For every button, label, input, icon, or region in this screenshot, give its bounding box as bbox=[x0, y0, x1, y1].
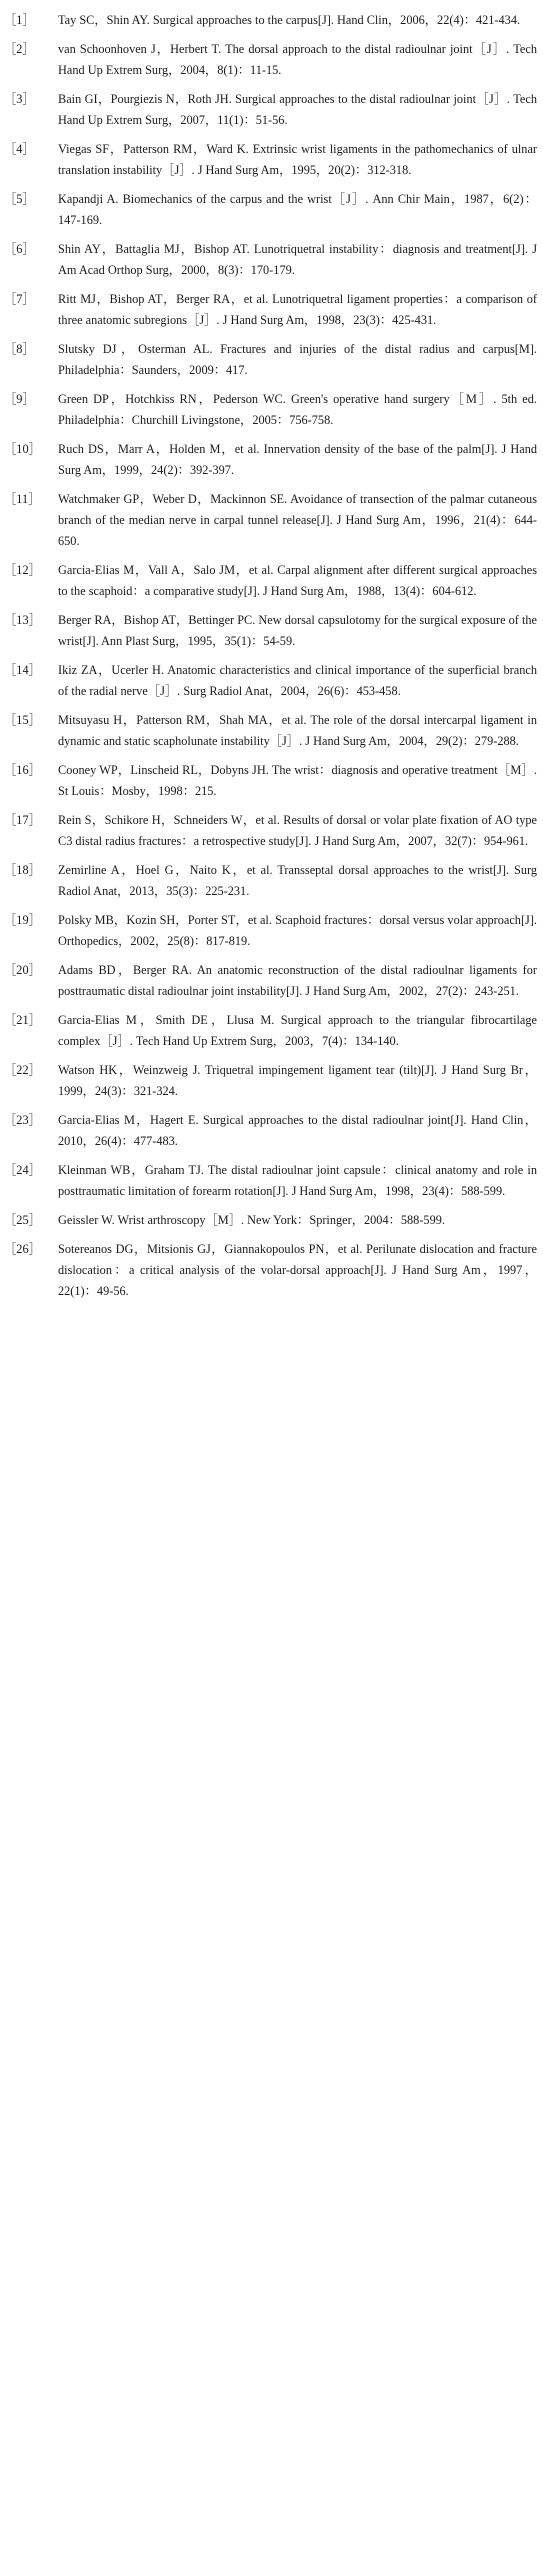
reference-item bbox=[0, 39, 543, 81]
reference-item bbox=[0, 139, 543, 181]
reference-number: ［24］ bbox=[4, 1163, 41, 1177]
reference-number: ［17］ bbox=[4, 813, 41, 827]
reference-text: van Schoonhoven J，Herbert T. The dorsal approach to the distal radioulnar joint［J］. Tech Hand Up Extrem Surg，2004，8(1)：11-15. bbox=[58, 42, 537, 77]
reference-text: Berger RA，Bishop AT，Bettinger PC. New dorsal capsulotomy for the surgical exposure of the wrist[J]. Ann Plast Surg，1995，35(1)：54-59. bbox=[58, 613, 537, 648]
reference-item bbox=[0, 660, 543, 702]
reference-number: ［9］ bbox=[4, 392, 35, 406]
reference-number: ［16］ bbox=[4, 763, 41, 777]
reference-item bbox=[0, 439, 543, 481]
reference-text: Kapandji A. Biomechanics of the carpus and the wrist［J］. Ann Chir Main，1987，6(2)：147-169. bbox=[58, 192, 537, 227]
reference-text: Geissler W. Wrist arthroscopy［M］. New York：Springer，2004：588-599. bbox=[58, 1213, 445, 1227]
reference-text: Cooney WP，Linscheid RL，Dobyns JH. The wrist：diagnosis and operative treatment［M］. St Louis：Mosby，1998：215. bbox=[58, 763, 537, 798]
reference-number: ［6］ bbox=[4, 242, 35, 256]
reference-item bbox=[0, 189, 543, 231]
reference-item bbox=[0, 710, 543, 752]
reference-number: ［12］ bbox=[4, 563, 41, 577]
reference-text: Adams BD，Berger RA. An anatomic reconstruction of the distal radioulnar ligaments for posttraumatic distal radioulnar joint instability[J]. J Hand Surg Am，2002，27(2)：243-251. bbox=[58, 963, 537, 998]
reference-number: ［1］ bbox=[4, 13, 35, 27]
reference-item bbox=[0, 89, 543, 131]
reference-text: Bain GI，Pourgiezis N，Roth JH. Surgical approaches to the distal radioulnar joint［J］. Tech Hand Up Extrem Surg，2007，11(1)：51-56. bbox=[58, 92, 537, 127]
reference-item bbox=[0, 1239, 543, 1302]
reference-number: ［25］ bbox=[4, 1213, 41, 1227]
reference-number: ［26］ bbox=[4, 1242, 41, 1256]
reference-item bbox=[0, 610, 543, 652]
reference-list bbox=[0, 10, 543, 1302]
reference-text: Polsky MB，Kozin SH，Porter ST，et al. Scaphoid fractures：dorsal versus volar approach[J]. Orthopedics，2002，25(8)：817-819. bbox=[58, 913, 537, 948]
reference-number: ［5］ bbox=[4, 192, 35, 206]
reference-text: Shin AY，Battaglia MJ，Bishop AT. Lunotriquetral instability：diagnosis and treatment[J]. J Am Acad Orthop Surg，2000，8(3)：170-179. bbox=[58, 242, 537, 277]
reference-item bbox=[0, 1160, 543, 1202]
reference-number: ［18］ bbox=[4, 863, 41, 877]
reference-number: ［15］ bbox=[4, 713, 41, 727]
reference-item bbox=[0, 810, 543, 852]
reference-text: Kleinman WB，Graham TJ. The distal radioulnar joint capsule：clinical anatomy and role in posttraumatic limitation of forearm rotation[J]. J Hand Surg Am，1998，23(4)：588-599. bbox=[58, 1163, 537, 1198]
reference-item bbox=[0, 560, 543, 602]
reference-item bbox=[0, 289, 543, 331]
reference-item bbox=[0, 1060, 543, 1102]
reference-number: ［11］ bbox=[4, 492, 41, 506]
reference-text: Watson HK，Weinzweig J. Triquetral impingement ligament tear (tilt)[J]. J Hand Surg Br，1999，24(3)：321-324. bbox=[58, 1063, 537, 1098]
reference-text: Tay SC，Shin AY. Surgical approaches to the carpus[J]. Hand Clin，2006，22(4)：421-434. bbox=[58, 13, 521, 27]
reference-number: ［8］ bbox=[4, 342, 35, 356]
reference-number: ［14］ bbox=[4, 663, 41, 677]
reference-number: ［2］ bbox=[4, 42, 35, 56]
reference-item bbox=[0, 1110, 543, 1152]
reference-number: ［7］ bbox=[4, 292, 35, 306]
reference-text: Sotereanos DG，Mitsionis GJ，Giannakopoulos PN，et al. Perilunate dislocation and fracture dislocation：a critical analysis of the volar-dorsal approach[J]. J Hand Surg Am，1997，22(1)：49-56. bbox=[58, 1242, 537, 1298]
reference-item bbox=[0, 1210, 543, 1231]
reference-number: ［3］ bbox=[4, 92, 35, 106]
reference-text: Rein S，Schikore H，Schneiders W，et al. Results of dorsal or volar plate fixation of AO type C3 distal radius fractures：a retrospective study[J]. J Hand Surg Am，2007，32(7)：954-961. bbox=[58, 813, 537, 848]
reference-item bbox=[0, 1010, 543, 1052]
reference-number: ［4］ bbox=[4, 142, 35, 156]
reference-number: ［13］ bbox=[4, 613, 41, 627]
reference-item bbox=[0, 960, 543, 1002]
reference-text: Green DP，Hotchkiss RN，Pederson WC. Green's operative hand surgery［M］. 5th ed. Philadelphia：Churchill Livingstone，2005：756-758. bbox=[58, 392, 537, 427]
reference-item bbox=[0, 10, 543, 31]
reference-text: Ikiz ZA，Ucerler H. Anatomic characteristics and clinical importance of the superficial branch of the radial nerve［J］. Surg Radiol Anat，2004，26(6)：453-458. bbox=[58, 663, 537, 698]
reference-item bbox=[0, 860, 543, 902]
reference-number: ［22］ bbox=[4, 1063, 41, 1077]
reference-text: Ritt MJ，Bishop AT，Berger RA，et al. Lunotriquetral ligament properties：a comparison of three anatomic subregions［J］. J Hand Surg Am，1998，23(3)：425-431. bbox=[58, 292, 537, 327]
reference-item bbox=[0, 910, 543, 952]
reference-text: Slutsky DJ，Osterman AL. Fractures and injuries of the distal radius and carpus[M]. Philadelphia：Saunders，2009：417. bbox=[58, 342, 537, 377]
reference-number: ［21］ bbox=[4, 1013, 41, 1027]
reference-text: Zemirline A，Hoel G，Naito K，et al. Transseptal dorsal approaches to the wrist[J]. Surg Radiol Anat，2013，35(3)：225-231. bbox=[58, 863, 537, 898]
reference-item bbox=[0, 339, 543, 381]
reference-text: Watchmaker GP，Weber D，Mackinnon SE. Avoidance of transection of the palmar cutaneous branch of the median nerve in carpal tunnel release[J]. J Hand Surg Am，1996，21(4)：644-650. bbox=[58, 492, 537, 548]
reference-number: ［20］ bbox=[4, 963, 41, 977]
reference-item bbox=[0, 389, 543, 431]
reference-text: Mitsuyasu H，Patterson RM，Shah MA，et al. The role of the dorsal intercarpal ligament in dynamic and static scapholunate instability［J］. J Hand Surg Am，2004，29(2)：279-288. bbox=[58, 713, 537, 748]
reference-item bbox=[0, 760, 543, 802]
reference-text: Garcia-Elias M，Vall A，Salo JM，et al. Carpal alignment after different surgical approaches to the scaphoid：a comparative study[J]. J Hand Surg Am，1988，13(4)：604-612. bbox=[58, 563, 537, 598]
reference-text: Garcia-Elias M，Hagert E. Surgical approaches to the distal radioulnar joint[J]. Hand Clin，2010，26(4)：477-483. bbox=[58, 1113, 537, 1148]
reference-number: ［23］ bbox=[4, 1113, 41, 1127]
reference-number: ［10］ bbox=[4, 442, 41, 456]
reference-item bbox=[0, 489, 543, 552]
reference-text: Viegas SF，Patterson RM，Ward K. Extrinsic wrist ligaments in the pathomechanics of ulnar translation instability［J］. J Hand Surg Am，1995，20(2)：312-318. bbox=[58, 142, 537, 177]
reference-text: Ruch DS，Marr A，Holden M，et al. Innervation density of the base of the palm[J]. J Hand Surg Am，1999，24(2)：392-397. bbox=[58, 442, 537, 477]
reference-text: Garcia-Elias M，Smith DE，Llusa M. Surgical approach to the triangular fibrocartilage complex［J］. Tech Hand Up Extrem Surg，2003，7(4)：134-140. bbox=[58, 1013, 537, 1048]
reference-item bbox=[0, 239, 543, 281]
reference-number: ［19］ bbox=[4, 913, 41, 927]
